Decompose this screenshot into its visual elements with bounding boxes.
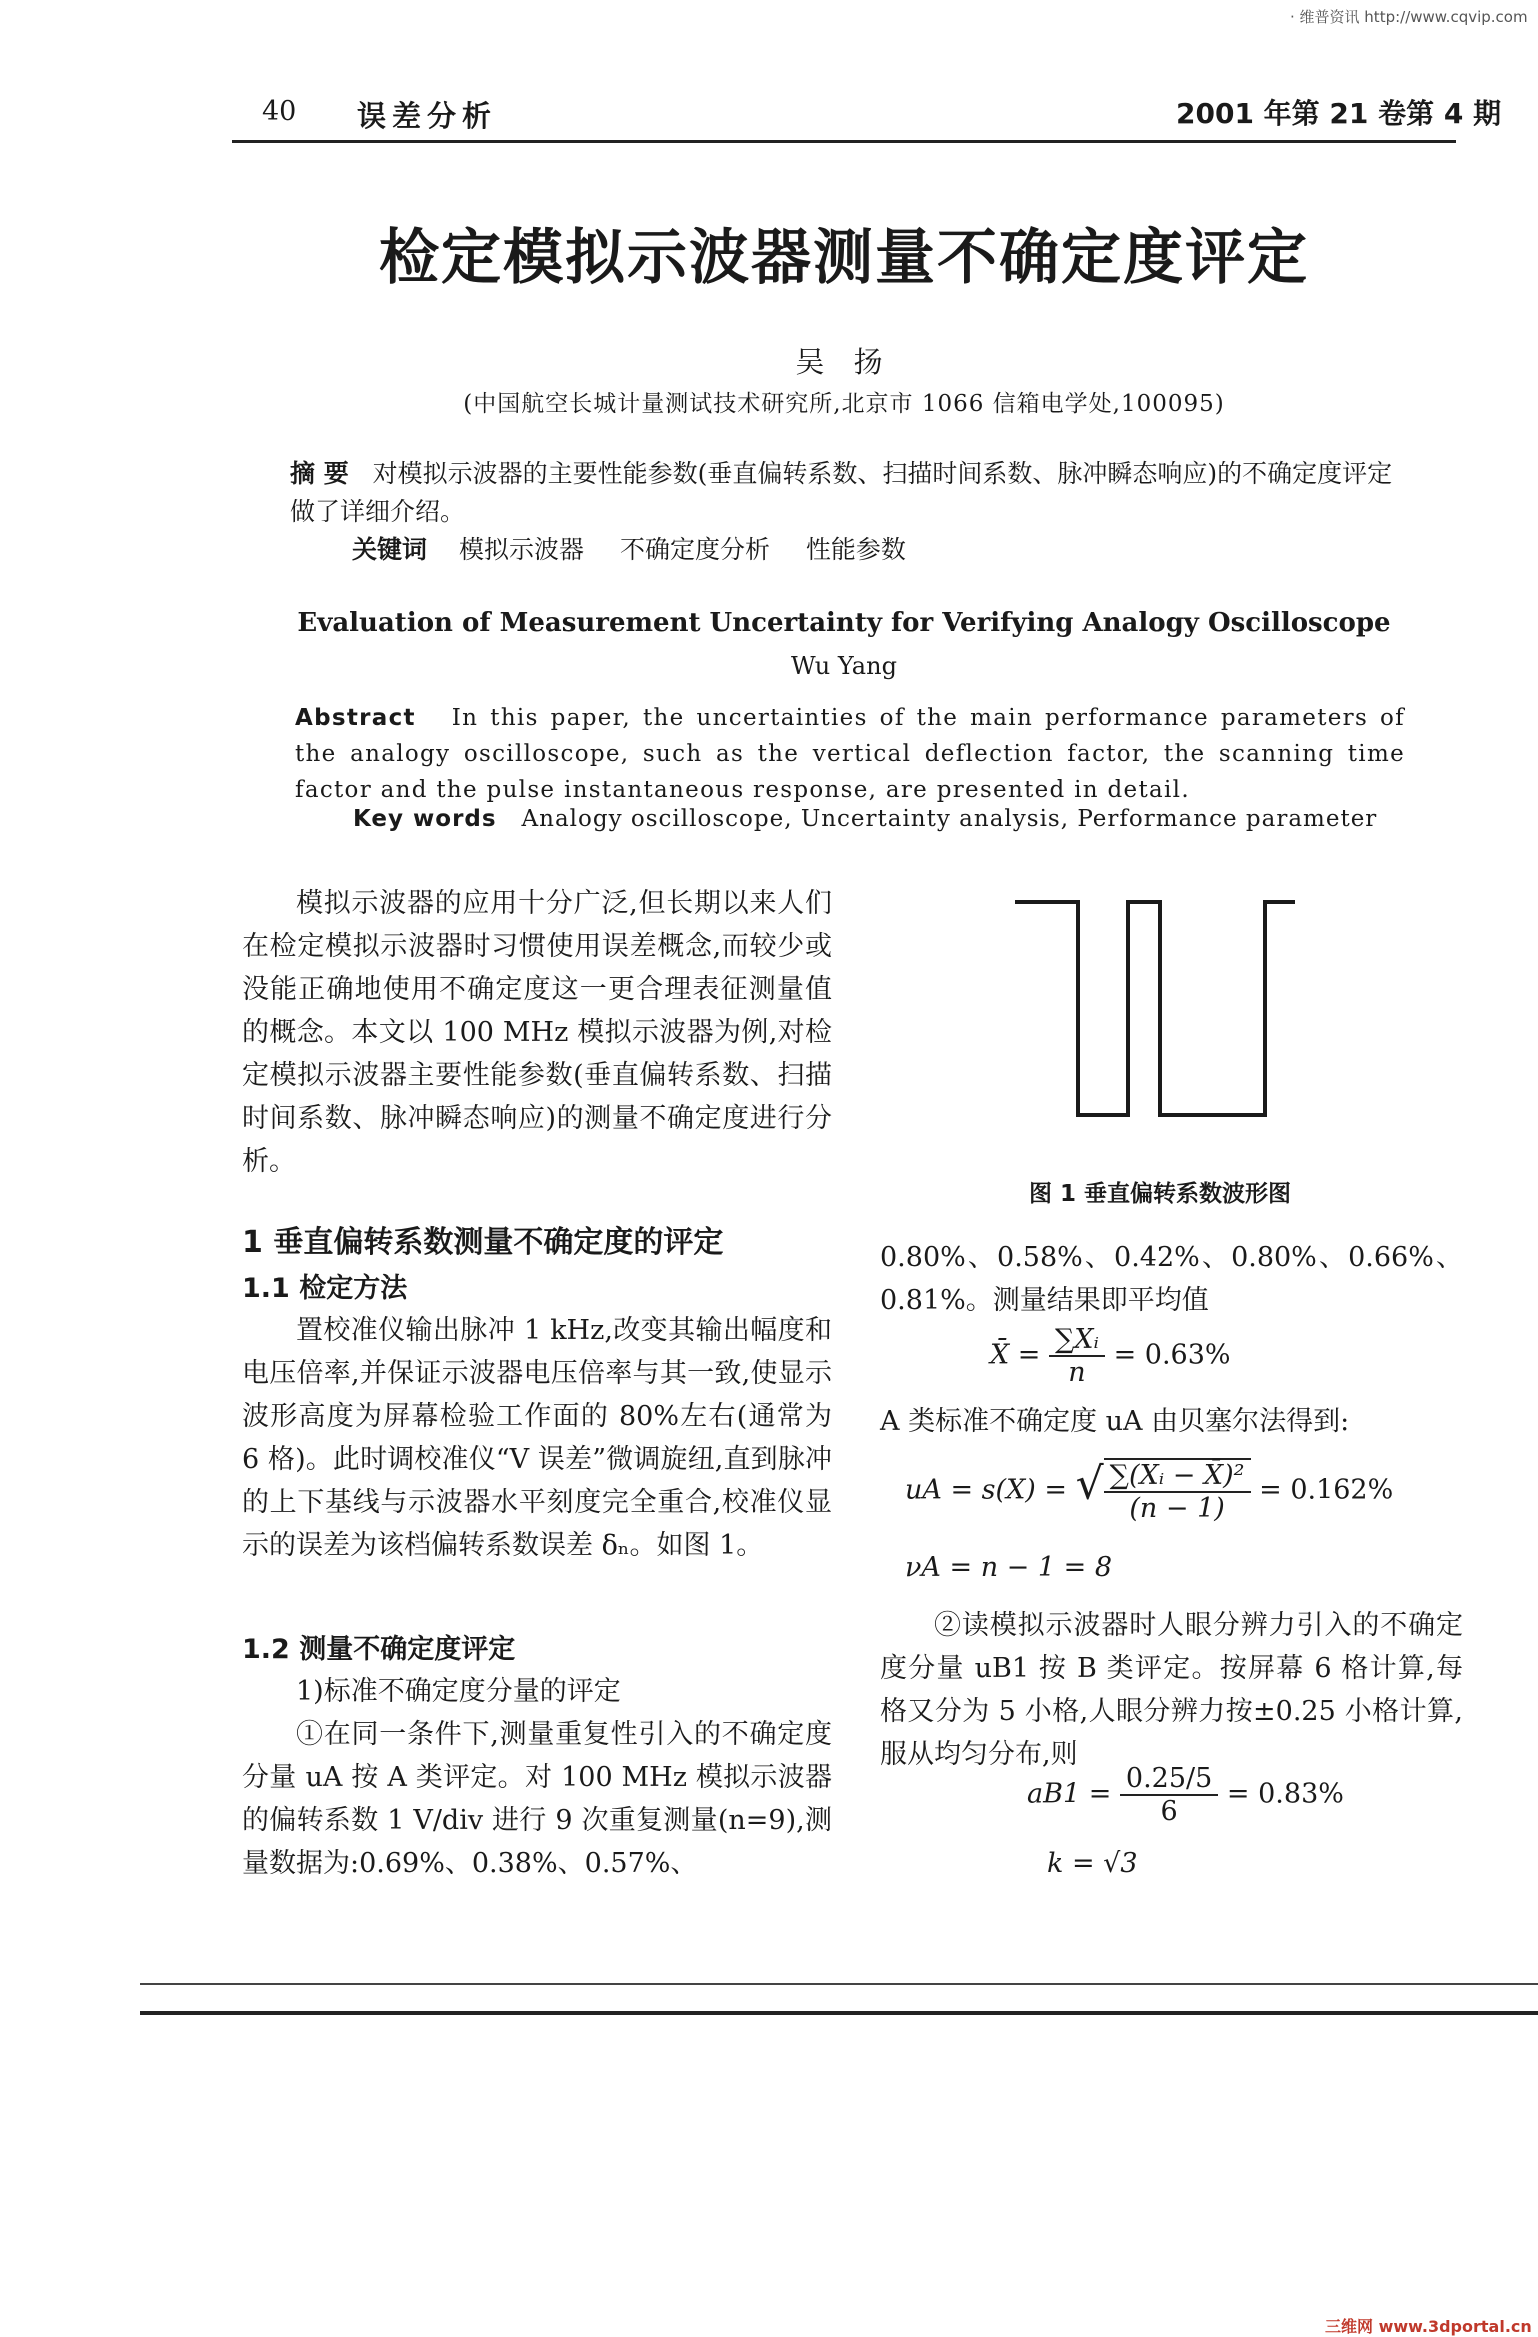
data-continued [880,1236,1463,1322]
item-1a-text: ①在同一条件下,测量重复性引入的不确定度分量 uA 按 A 类评定。对 100 MHz 模拟示波器的偏转系数 1 V/div 进行 9 次重复测量(n=9),测量数据为:0.69%、0.38%、0.57%、 [242,1719,832,1879]
figure-1-caption: 图 1 垂直偏转系数波形图 [1028,1181,1292,1207]
nu-equation: νA = n − 1 = 8 [905,1552,1113,1583]
square-wave-trace [1015,902,1295,1115]
author-cn: 吴 扬 [795,345,893,379]
mean-eq-lhs: X̄ = [990,1339,1041,1371]
evaluation-paragraph [242,1670,832,1885]
mean-eq-fraction [1049,1324,1105,1388]
issue-info: 2001 年第 21 卷第 4 期 [1176,97,1502,130]
keywords-en-label: Key words [353,806,497,832]
paper-title-cn: 检定模拟示波器测量不确定度评定 [379,223,1309,293]
ua-eq-lhs: uA = s(X) = [905,1474,1068,1506]
abstract-cn-label: 摘 要 [290,459,349,488]
ua-eq-denominator: (n − 1) [1129,1493,1225,1524]
method-paragraph [242,1309,832,1567]
method-text: 置校准仪输出脉冲 1 kHz,改变其输出幅度和电压倍率,并保证示波器电压倍率与其一致,使显示波形高度为屏幕检验工作面的 80%左右(通常为 6 格)。此时调校准仪“V 误差”微调旋纽,直到脉冲的上下基线与示波器水平刻度完全重合,校准仪显示的误差为该档偏转系数误差 δₙ。如图 1。 [242,1315,832,1561]
item-1-text: 1)标准不确定度分量的评定 [296,1676,621,1707]
author-en: Wu Yang [791,652,897,680]
figure-1-waveform [1005,890,1305,1130]
item-2-paragraph [880,1604,1463,1776]
keyword-cn: 不确定度分析 [619,535,770,564]
ua-equation [905,1458,1393,1524]
bottom-watermark: 三维网 www.3dportal.cn [1325,2317,1532,2336]
footer-rule-thin [140,1983,1538,1985]
header-rule [232,140,1456,143]
abstract-en [295,700,1405,808]
abstract-en-text: In this paper, the uncertainties of the main performance parameters of the analogy oscilloscope, such as the vertical deflection factor, the scanning time factor and the pulse instantaneous response, are presented in detail. [295,705,1405,803]
keywords-en-text: Analogy oscilloscope, Uncertainty analysis, Performance parameter [521,806,1378,832]
abstract-en-label: Abstract [295,705,416,731]
page-number: 40 [262,96,297,127]
mean-eq-denominator: n [1068,1357,1086,1388]
ab1-eq-rhs: = 0.83% [1226,1778,1344,1810]
footer-rule-thick [140,2011,1538,2015]
ab1-eq-denominator: 6 [1160,1796,1178,1827]
ua-eq-rhs: = 0.162% [1259,1474,1394,1506]
paper-title-en: Evaluation of Measurement Uncertainty for Verifying Analogy Oscilloscope [297,608,1391,638]
intro-text: 模拟示波器的应用十分广泛,但长期以来人们在检定模拟示波器时习惯使用误差概念,而较少或没能正确地使用不确定度这一更合理表征测量值的概念。本文以 100 MHz 模拟示波器为例,对检定模拟示波器主要性能参数(垂直偏转系数、扫描时间系数、脉冲瞬态响应)的测量不确定度进行分析。 [242,888,832,1177]
keywords-en [353,806,1377,832]
keywords-cn-label: 关键词 [352,535,428,564]
mean-eq-rhs: = 0.63% [1113,1339,1231,1371]
sqrt-icon: √ [1075,1458,1104,1510]
affiliation: (中国航空长城计量测试技术研究所,北京市 1066 信箱电学处,100095) [463,391,1225,417]
mean-equation [990,1324,1231,1388]
abstract-cn-text: 对模拟示波器的主要性能参数(垂直偏转系数、扫描时间系数、脉冲瞬态响应)的不确定度评定做了详细介绍。 [290,459,1393,526]
keyword-cn: 模拟示波器 [458,535,584,564]
journal-name: 误差分析 [357,99,498,133]
ab1-equation [1027,1763,1344,1827]
section-1-heading: 1 垂直偏转系数测量不确定度的评定 [242,1225,724,1260]
intro-paragraph [242,882,832,1183]
type-a-paragraph [880,1400,1463,1443]
keyword-cn: 性能参数 [805,535,906,564]
ab1-eq-numerator: 0.25/5 [1120,1763,1218,1796]
type-a-text: A 类标准不确定度 uA 由贝塞尔法得到: [880,1406,1350,1437]
k-equation: k = √3 [1047,1848,1138,1879]
ab1-eq-fraction [1120,1763,1218,1827]
ua-eq-numerator: ∑(Xᵢ − X̄)² [1104,1460,1251,1493]
data-continued-text: 0.80%、0.58%、0.42%、0.80%、0.66%、0.81%。测量结果即平均值 [880,1242,1463,1316]
item-2-text: ②读模拟示波器时人眼分辨力引入的不确定度分量 uB1 按 B 类评定。按屏幕 6 格计算,每格又分为 5 小格,人眼分辨力按±0.25 小格计算,服从均匀分布,则 [880,1610,1463,1770]
ab1-eq-lhs: aB1 = [1027,1778,1112,1810]
subsection-1-1-heading: 1.1 检定方法 [242,1273,408,1304]
keywords-cn [352,530,934,566]
ua-eq-fraction [1104,1458,1251,1524]
subsection-1-2-heading: 1.2 测量不确定度评定 [242,1634,516,1665]
source-watermark: · 维普资讯 http://www.cqvip.com [1290,8,1528,26]
abstract-cn [290,455,1400,531]
mean-eq-numerator: ∑Xᵢ [1049,1324,1105,1357]
